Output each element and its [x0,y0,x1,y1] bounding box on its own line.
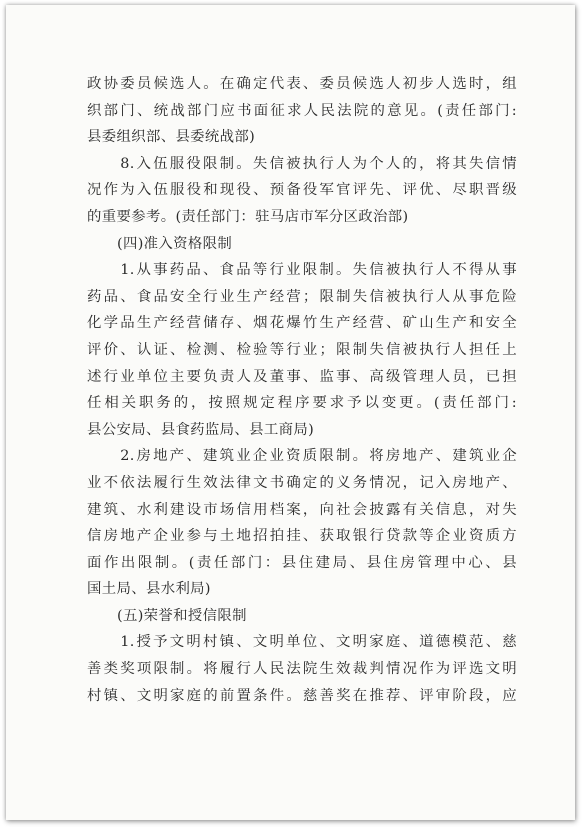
text-line: 国土局、县水利局) [87,581,211,598]
text-line: 善类奖项限制。将履行人民法院生效裁判情况作为评选文明 [87,661,517,678]
text-line: 任相关职务的，按照规定程序要求予以变更。(责任部门: [87,395,517,412]
text-line: 药品、食品安全行业生产经营；限制失信被执行人从事危险 [87,288,517,305]
text-line: 1.授予文明村镇、文明单位、文明家庭、道德模范、慈 [87,634,517,651]
section-heading: (五)荣誉和授信限制 [117,607,247,624]
text-line: 县公安局、县食药监局、县工商局) [87,421,315,438]
text-line: 的重要参考。(责任部门：驻马店市军分区政治部) [87,208,409,225]
text-line: 信房地产企业参与土地招拍挂、获取银行贷款等企业资质方 [87,528,517,545]
text-line: 评价、认证、检测、检验等行业；限制失信被执行人担任上 [87,341,517,358]
text-line: 建筑、水利建设市场信用档案，向社会披露有关信息，对失 [87,501,517,518]
text-line: 村镇、文明家庭的前置条件。慈善奖在推荐、评审阶段，应 [87,687,517,704]
text-line: 政协委员候选人。在确定代表、委员候选人初步人选时，组 [87,76,517,92]
text-line: 述行业单位主要负责人及董事、监事、高级管理人员，已担 [87,368,517,385]
text-line: 况作为入伍服役和现役、预备役军官评先、评优、尽职晋级 [87,182,517,199]
text-line: 8.入伍服役限制。失信被执行人为个人的，将其失信情 [87,155,517,172]
text-line: 县委组织部、县委统战部) [87,129,256,146]
text-line: 织部门、统战部门应书面征求人民法院的意见。(责任部门: [87,102,517,119]
section-heading: (四)准入资格限制 [117,235,233,252]
text-line: 化学品生产经营储存、烟花爆竹生产经营、矿山生产和安全 [87,315,517,332]
text-line: 面作出限制。(责任部门：县住建局、县住房管理中心、县 [87,554,517,571]
document-body [87,71,517,709]
document-page [6,5,575,820]
text-line: 1.从事药品、食品等行业限制。失信被执行人不得从事 [87,262,517,279]
text-line: 2.房地产、建筑业企业资质限制。将房地产、建筑业企 [87,448,517,465]
text-line: 业不依法履行生效法律文书确定的义务情况，记入房地产、 [87,474,517,491]
